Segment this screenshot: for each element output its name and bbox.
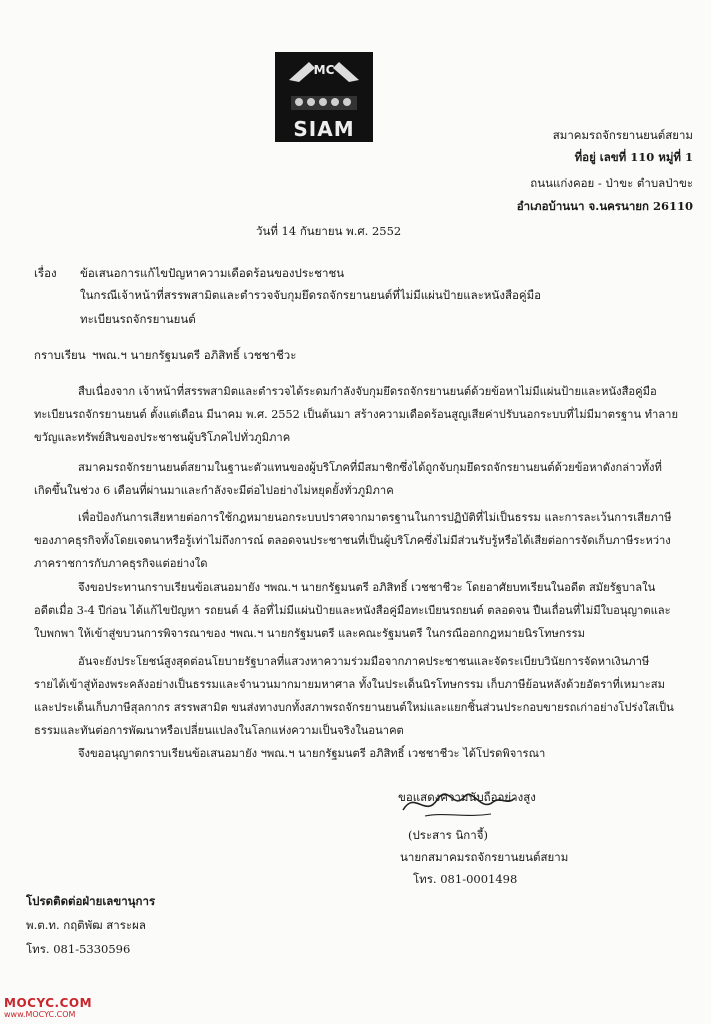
body-line: สมาคมรถจักรยานยนต์สยามในฐานะตัวแทนของผู้บริโภคที่มีสมาชิกซึ่งได้ถูกจับกุมยึดรถจักรยานยนต์ด้วยข้อหาดังกล่าวทั้งที่ [78, 461, 662, 474]
letter-date: วันที่ 14 กันยายน พ.ศ. 2552 [256, 224, 402, 238]
body-line: สืบเนื่องจาก เจ้าหน้าที่สรรพสามิตและตำรวจได้ระดมกำลังจับกุมยึดรถจักรยานยนต์ด้วยข้อหาไม่มีแผ่นป้ายและหนังสือคู่มือ [78, 385, 657, 398]
body-line: ทะเบียนรถจักรยานยนต์ ตั้งแต่เดือน มีนาคม พ.ศ. 2552 เป็นต้นมา สร้างความเดือดร้อนสูญเสียค่าปรับนอกระบบที่ไม่มีมาตรฐาน ทำลาย [34, 408, 678, 421]
contact-heading: โปรดติดต่อฝ่ายเลขานุการ [26, 894, 156, 908]
signatory-phone: โทร. 081-0001498 [413, 872, 518, 886]
salutation-to: ฯพณ.ฯ นายกรัฐมนตรี อภิสิทธิ์ เวชชาชีวะ [92, 348, 297, 362]
subject-line-3: ทะเบียนรถจักรยานยนต์ [80, 312, 196, 326]
subject-line-1: ข้อเสนอการแก้ไขปัญหาความเดือดร้อนของประชาชน [80, 266, 345, 280]
watermark-line-2: www.MOCYC.COM [4, 1010, 76, 1019]
closing-regards: ขอแสดงความนับถืออย่างสูง [398, 790, 536, 804]
salutation-label: กราบเรียน [34, 348, 86, 362]
signatory-name: (ประสาร นิกาจี้) [408, 828, 488, 842]
body-line: เกิดขึ้นในช่วง 6 เดือนที่ผ่านมาและกำลังจะมีต่อไปอย่างไม่หยุดยั้งทั่วภูมิภาค [34, 484, 394, 497]
body-line: และประเด็นเก็บภาษีสุลกากร สรรพสามิต ขนส่งทางบกทั้งสภาพรถจักรยานยนต์ใหม่และแยกชิ้นส่วนประกอบขายรถเก่าอย่างโปร่งใสเป็น [34, 701, 674, 714]
signature-icon [395, 782, 520, 824]
body-paragraph-5 [34, 650, 674, 742]
contact-name: พ.ต.ท. กฤติพัฒ สาระผล [26, 918, 146, 932]
subject-line-2: ในกรณีเจ้าหน้าที่สรรพสามิตและตำรวจจับกุมยึดรถจักรยานยนต์ที่ไม่มีแผ่นป้ายและหนังสือคู่มือ [80, 288, 542, 302]
sender-address-3: อำเภอบ้านนา จ.นครนายก 26110 [516, 199, 693, 213]
sender-org: สมาคมรถจักรยานยนต์สยาม [552, 128, 693, 142]
body-line: จึงขออนุญาตกราบเรียนข้อเสนอมายัง ฯพณ.ฯ นายกรัฐมนตรี อภิสิทธิ์ เวชชาชีวะ ได้โปรดพิจารณา [78, 747, 546, 760]
contact-phone: โทร. 081-5330596 [26, 942, 131, 956]
body-paragraph-4 [34, 576, 671, 645]
body-line: อดีตเมื่อ 3-4 ปีก่อน ได้แก้ไขปัญหา รถยนต์ 4 ล้อที่ไม่มีแผ่นป้ายและหนังสือคู่มือทะเบียนรถยนต์ ตลอดจน ปืนเถื่อนที่ไม่มีใบอนุญาตและ [34, 604, 671, 617]
body-line: ของภาคธุรกิจทั้งโดยเจตนาหรือรู้เท่าไม่ถึงการณ์ ตลอดจนประชาชนที่เป็นผู้บริโภคซึ่งไม่มีส่วนรับรู้หรือได้เสียต่อการจัดเก็บภาษีระหว่าง [34, 534, 671, 547]
body-paragraph-6 [34, 742, 545, 765]
body-line: รายได้เข้าสู่ท้องพระคลังอย่างเป็นธรรมและจำนวนมากมายมหาศาล ทั้งในประเด็นนิรโทษกรรม เก็บภาษีย้อนหลังด้วยอัตราที่เหมาะสม [34, 678, 665, 691]
watermark-line-1: MOCYC.COM [4, 996, 93, 1010]
body-line: ใบพกพา ให้เข้าสู่ขบวนการพิจารณาของ ฯพณ.ฯ นายกรัฐมนตรี และคณะรัฐมนตรี ในกรณีออกกฎหมายนิรโทษกรรม [34, 627, 585, 640]
body-line: ภาคราชการกับภาคธุรกิจแต่อย่างใด [34, 557, 208, 570]
sender-address-1: ที่อยู่ เลขที่ 110 หมู่ที่ 1 [574, 150, 693, 164]
mocyc-watermark [4, 996, 93, 1020]
body-line: ขวัญและทรัพย์สินของประชาชนผู้บริโภคไปทั่วภูมิภาค [34, 431, 291, 444]
body-paragraph-1 [34, 380, 678, 449]
club-emblem-icon [275, 52, 373, 142]
sender-address-2: ถนนแก่งคอย - ป่าขะ ตำบลป่าขะ [530, 176, 693, 190]
body-line: ธรรมและทันต่อการพัฒนาหรือเปลี่ยนแปลงในโลกแห่งความเป็นจริงในอนาคต [34, 724, 404, 737]
body-line: อันจะยังประโยชน์สูงสุดต่อนโยบายรัฐบาลที่แสวงหาความร่วมมือจากภาคประชาชนและจัดระเบียบวินัยการจัดหาเงินภาษี [78, 655, 650, 668]
logo-bottom-text: SIAM [293, 117, 355, 141]
siam-mc-logo [275, 52, 373, 142]
body-paragraph-3 [34, 506, 672, 575]
signatory-title: นายกสมาคมรถจักรยานยนต์สยาม [400, 850, 569, 864]
body-line: เพื่อป้องกันการเสียหายต่อการใช้กฎหมายนอกระบบปราศจากมาตรฐานในการปฏิบัติที่ไม่เป็นธรรม และการละเว้นการเสียภาษี [78, 511, 672, 524]
body-paragraph-2 [34, 456, 662, 502]
logo-top-text: MC [313, 63, 335, 77]
subject-label: เรื่อง [34, 266, 57, 280]
body-line: จึงขอประทานกราบเรียนข้อเสนอมายัง ฯพณ.ฯ นายกรัฐมนตรี อภิสิทธิ์ เวชชาชีวะ โดยอาศัยบทเรียนในอดีต สมัยรัฐบาลใน [78, 581, 656, 594]
